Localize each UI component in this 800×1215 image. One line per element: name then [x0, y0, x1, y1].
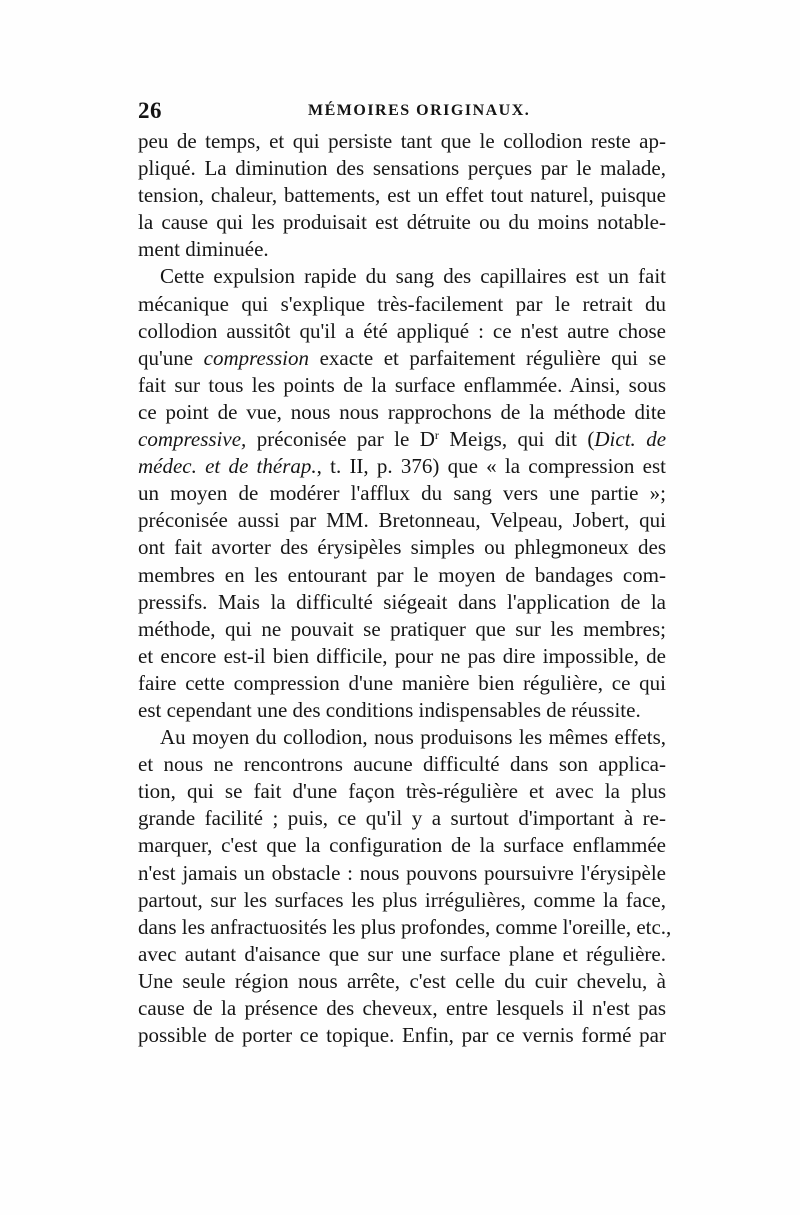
- text-line: est cependant une des conditions indispensables de réussite.: [138, 697, 641, 722]
- text-line: ce point de vue, nous nous rapprochons de la méthode dite: [138, 399, 666, 424]
- text-run: exacte et parfaitement régulière qui se: [319, 345, 667, 370]
- text-line: collodion aussitôt qu'il a été appliqué : ce n'est autre chose: [138, 318, 666, 343]
- text-run: Meigs, qui dit (: [449, 427, 595, 452]
- running-title: MÉMOIRES ORIGINAUX.: [308, 102, 531, 119]
- text-line: Une seule région nous arrête, c'est celle du cuir chevelu, à: [138, 968, 666, 993]
- italic-term: compressive,: [138, 427, 247, 452]
- text-line: ont fait avorter des érysipèles simples ou phlegmoneux des: [138, 535, 666, 560]
- text-line: un moyen de modérer l'afflux du sang vers une partie »;: [138, 481, 666, 506]
- text-run: qu'une: [138, 345, 194, 370]
- text-line: cause de la présence des cheveux, entre lesquels il n'est pas: [138, 996, 666, 1020]
- text-line: fait sur tous les points de la surface enflammée. Ainsi, sous: [138, 372, 666, 397]
- text-line: membres en les entourant par le moyen de bandages com-: [138, 562, 666, 587]
- text-line-mixed: [138, 345, 666, 372]
- text-line: n'est jamais un obstacle : nous pouvons poursuivre l'érysipèle: [138, 860, 666, 885]
- italic-term: compression: [203, 345, 310, 370]
- text-line: faire cette compression d'une manière bien régulière, ce qui: [138, 670, 666, 695]
- paragraph-3: [138, 724, 672, 1049]
- text-line: et nous ne rencontrons aucune difficulté dans son applica-: [138, 752, 666, 777]
- body-text: [138, 128, 672, 1049]
- text-line-mixed: [138, 453, 666, 480]
- paragraph-1: [138, 128, 666, 263]
- page-number: 26: [138, 98, 162, 123]
- text-line: tion, qui se fait d'une façon très-régulière et avec la plus: [138, 779, 666, 804]
- text-run: préconisée par le D: [256, 427, 435, 452]
- italic-citation: médec. et de thérap.: [138, 454, 317, 479]
- text-line: ment diminuée.: [138, 237, 269, 262]
- text-line: et encore est-il bien difficile, pour ne pas dire impossible, de: [138, 643, 666, 668]
- text-line: possible de porter ce topique. Enfin, par ce vernis formé par: [138, 1023, 666, 1048]
- text-line: mécanique qui s'explique très-facilement par le retrait du: [138, 291, 666, 316]
- text-line: Cette expulsion rapide du sang des capillaires est un fait: [160, 264, 666, 289]
- text-line: Au moyen du collodion, nous produisons les mêmes effets,: [160, 725, 666, 750]
- text-line: pressifs. Mais la difficulté siégeait dans l'application de la: [138, 589, 666, 614]
- text-run: , t. II, p. 376) que « la compression est: [316, 454, 666, 479]
- text-line: peu de temps, et qui persiste tant que le collodion reste ap-: [138, 129, 666, 153]
- text-line: tension, chaleur, battements, est un effet tout naturel, puisque: [138, 183, 666, 208]
- text-line: méthode, qui ne pouvait se pratiquer que sur les membres;: [138, 616, 666, 641]
- text-line-mixed: [138, 426, 666, 453]
- paragraph-2: [138, 263, 666, 724]
- text-line: avec autant d'aisance que sur une surface plane et régulière.: [138, 941, 666, 966]
- text-line: pliqué. La diminution des sensations perçues par le malade,: [138, 156, 666, 181]
- text-line: grande facilité ; puis, ce qu'il y a surtout d'important à re-: [138, 806, 666, 831]
- superscript: r: [434, 428, 439, 443]
- text-line: dans les anfractuosités les plus profondes, comme l'oreille, etc.,: [138, 914, 672, 939]
- text-line: marquer, c'est que la configuration de la surface enflammée: [138, 833, 666, 858]
- running-head: [138, 98, 666, 126]
- italic-citation: Dict. de: [594, 427, 667, 452]
- text-line: préconisée aussi par MM. Bretonneau, Velpeau, Jobert, qui: [138, 508, 666, 533]
- text-line: partout, sur les surfaces les plus irrégulières, comme la face,: [138, 887, 666, 912]
- text-line: la cause qui les produisait est détruite ou du moins notable-: [138, 210, 666, 235]
